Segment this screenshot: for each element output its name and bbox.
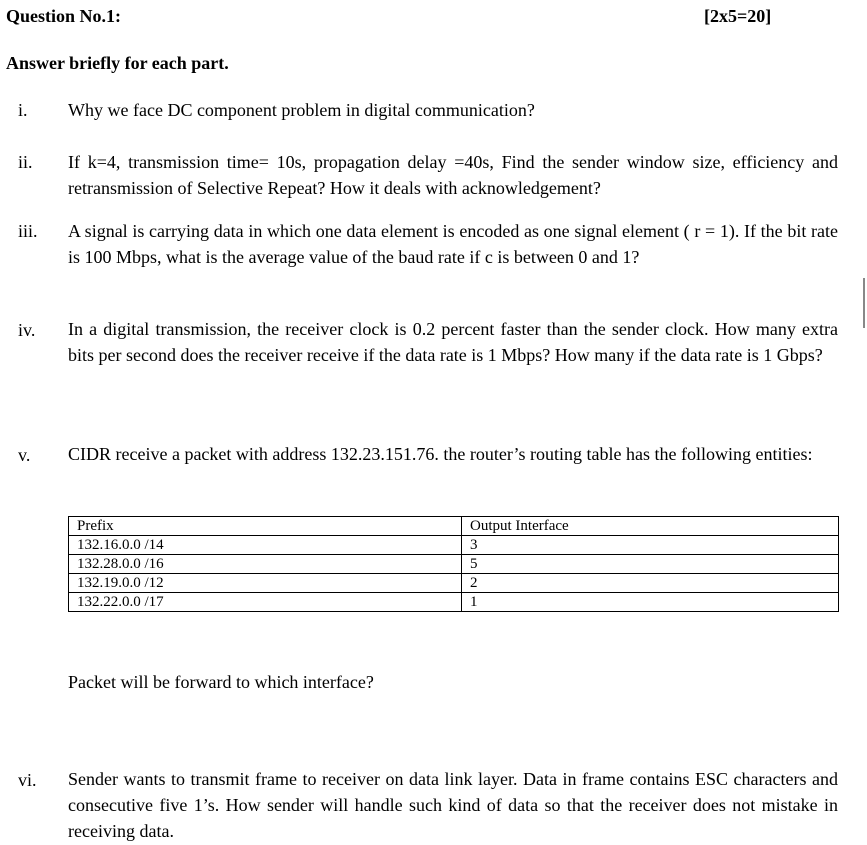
question-title: Question No.1: bbox=[6, 6, 122, 26]
question-ii: If k=4, transmission time= 10s, propagation delay =40s, Find the sender window size, efficiency and retransmission of Selective Repeat? How it deals with acknowledgement? bbox=[68, 152, 838, 198]
question-v: CIDR receive a packet with address 132.23.151.76. the router’s routing table has the following entities: bbox=[68, 444, 813, 464]
table-cell-interface: 3 bbox=[462, 536, 839, 555]
question-i: Why we face DC component problem in digital communication? bbox=[68, 100, 535, 120]
instruction: Answer briefly for each part. bbox=[6, 53, 229, 73]
table-cell-prefix: 132.22.0.0 /17 bbox=[69, 593, 462, 612]
table-row bbox=[69, 555, 839, 574]
numeral-iii: iii. bbox=[18, 221, 38, 241]
table-cell-interface: 5 bbox=[462, 555, 839, 574]
table-cell-interface: 2 bbox=[462, 574, 839, 593]
table-header-interface: Output Interface bbox=[462, 517, 839, 536]
table-cell-interface: 1 bbox=[462, 593, 839, 612]
table-row bbox=[69, 574, 839, 593]
question-iii: A signal is carrying data in which one data element is encoded as one signal element ( r = 1). If the bit rate is 100 Mbps, what is the average value of the baud rate if c is between 0 and 1? bbox=[68, 221, 838, 267]
table-cell-prefix: 132.28.0.0 /16 bbox=[69, 555, 462, 574]
numeral-v: v. bbox=[18, 445, 31, 465]
question-vi: Sender wants to transmit frame to receiver on data link layer. Data in frame contains ESC characters and consecutive five 1’s. How sender will handle such kind of data so that the receiver does not mistake in receiving data. bbox=[68, 769, 838, 841]
table-row bbox=[69, 536, 839, 555]
table-cell-prefix: 132.19.0.0 /12 bbox=[69, 574, 462, 593]
table-header-prefix: Prefix bbox=[69, 517, 462, 536]
table-cell-prefix: 132.16.0.0 /14 bbox=[69, 536, 462, 555]
table-header-row bbox=[69, 517, 839, 536]
numeral-iv: iv. bbox=[18, 320, 36, 340]
numeral-i: i. bbox=[18, 100, 28, 120]
numeral-vi: vi. bbox=[18, 770, 37, 790]
followup-question: Packet will be forward to which interface? bbox=[68, 672, 374, 692]
routing-table bbox=[68, 516, 839, 612]
page-edge-mark bbox=[863, 278, 865, 328]
marks-label: [2x5=20] bbox=[704, 6, 772, 26]
table-row bbox=[69, 593, 839, 612]
question-iv: In a digital transmission, the receiver clock is 0.2 percent faster than the sender clock. How many extra bits per second does the receiver receive if the data rate is 1 Mbps? How many if the data rate is 1 Gbps? bbox=[68, 319, 838, 365]
numeral-ii: ii. bbox=[18, 152, 33, 172]
